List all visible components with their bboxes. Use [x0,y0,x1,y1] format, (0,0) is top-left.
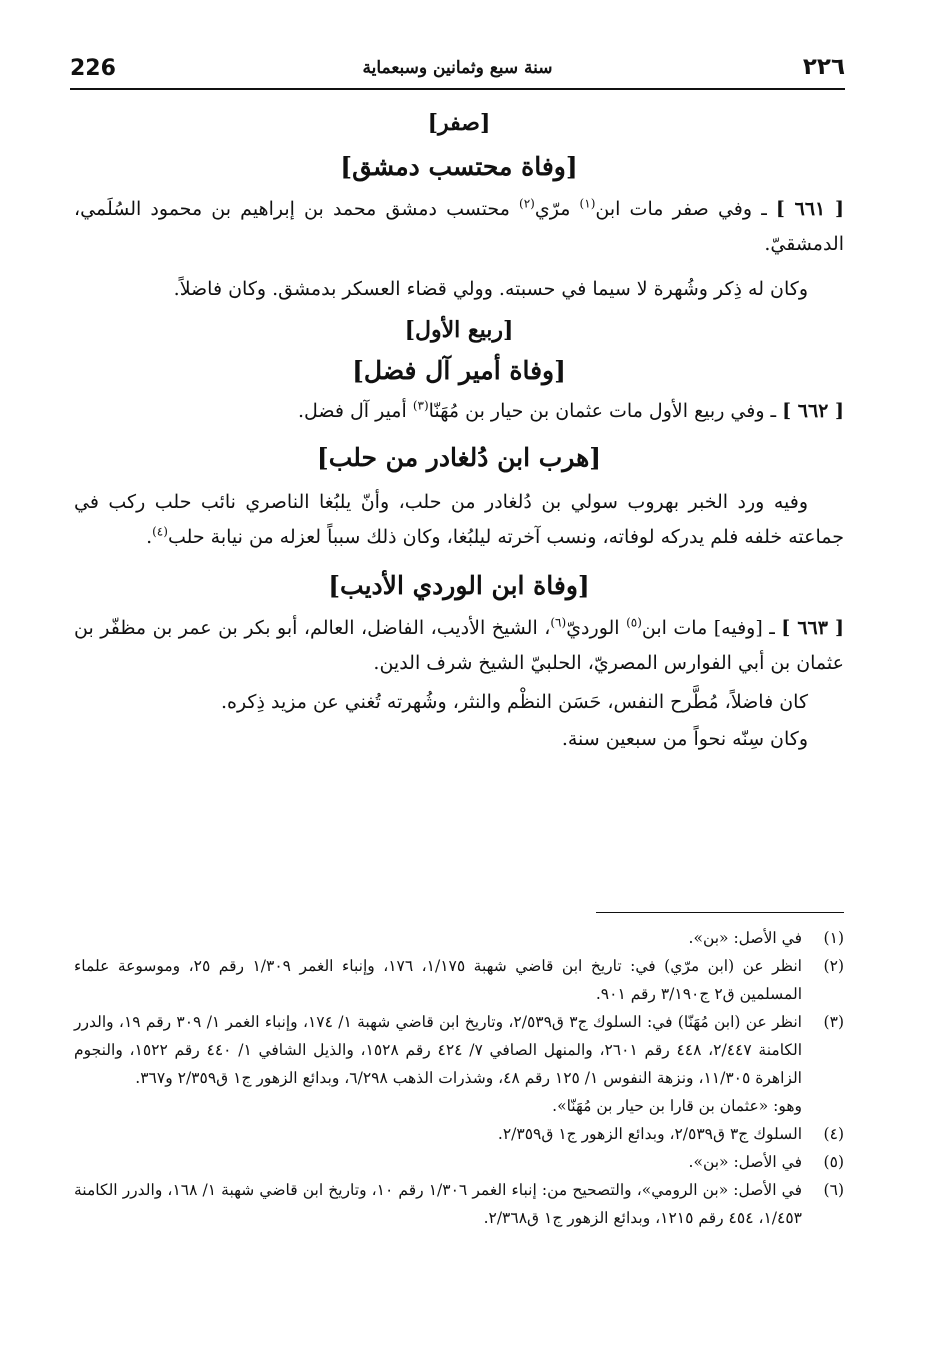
paragraph: كان فاضلاً، مُطَّرح النفس، حَسَن النظْم والنثر، وشُهرته تُغني عن مزيد ذِكره. [220,690,808,713]
footnote-text: السلوك ج٣ ق٢/٥٣٩، وبدائع الزهور ج١ ق٢/٣٥٩. [497,1125,802,1143]
footnote-ref: (٦) [550,615,567,630]
footnote-text: في الأصل: «بن». [688,929,802,947]
footnote-text: في الأصل: «بن». [688,1153,802,1171]
footnote-text: في الأصل: «بن الرومي»، والتصحيح من: إنباء الغمر ١/٣٠٦ رقم ١٠، وتاريخ ابن قاضي شهبة ١/ ١٦٨، والدرر الكامنة ١/٤٥٣، ٤٥٤ رقم ١٢١٥، وبدائع الزهور ج١ ق٢/٣٦٨. [74,1181,802,1227]
footnote-number: (٦) [823,1181,844,1199]
footnote [74,1176,844,1232]
section-heading-death-muhtasib: [وفاة محتسب دمشق] [340,152,578,182]
footnote [74,1148,844,1176]
main-text [74,106,844,757]
footnote-ref: (٤) [152,524,168,539]
running-title: سنة سبع وثمانين وسبعماية [362,58,553,78]
section-heading-safar: [صفر] [427,110,491,136]
footnotes [74,924,844,1232]
footnote-ref: (٣) [412,398,429,413]
entry-662: [ ٦٦٢ ] ـ وفي ربيع الأول مات عثمان بن حيار بن مُهَنّا$^{(٣)}$ أمير آل فضل. [297,398,844,422]
footnote-ref: (٥) [626,615,642,630]
page-number-latin: 226 [70,56,116,81]
section-heading-flight: [هرب ابن دُلغادر من حلب] [316,442,602,472]
footnote-number: (١) [823,929,844,947]
entry-663: [ ٦٦٣ ] ـ [وفيه] مات ابن$^{(٥)}$ الورديّ$^{(٦)}$، الشيخ الأديب، الفاضل، العالم، أبو بكر بن عمر بن مظفّر بن عثمان بن أبي الفوارس المصريّ، الحلبيّ الشيخ شرف الدين. [74,615,844,674]
footnote-number: (٤) [823,1125,844,1143]
footnote-text: انظر عن (ابن مُهَنّا) في: السلوك ج٣ ق٢/٥٣٩، وتاريخ ابن قاضي شهبة ١/ ١٧٤، وإنباء الغمر ١/ ٣٠٩ رقم ١٩، والدرر الكامنة ٢/٤٤٧، ٤٤٨ رقم ٢٦٠١، والمنهل الصافي ٧/ ٤٢٤ رقم ١٥٢٨، والذيل الشافي ١/ ٤٤٠ رقم ١٥٢٢، والنجوم الزاهرة ١١/٣٠٥، ونزهة النفوس ١/ ١٢٥ رقم ٤٨، وشذرات الذهب ٦/٢٩٨، وبدائع الزهور ج١ ق٢/٣٥٩ و٣٦٧. [74,1013,803,1087]
section-heading-rabi-awwal: [ربيع الأول] [404,317,514,344]
page-number-arabic: ٢٢٦ [802,54,845,80]
footnote-ref: (٢) [519,197,535,212]
entry-number: [ ٦٦٢ ] [782,399,844,422]
entry-661: [ ٦٦١ ] ـ وفي صفر مات ابن$^{(١)}$ مرّي$^{(٢)}$ محتسب دمشق محمد بن إبراهيم بن محمود السُلَمي، الدمشقيّ. [74,197,844,256]
footnote-number: (٣) [823,1013,844,1031]
footnote-number: (٢) [823,957,844,975]
footnote [74,952,844,1008]
section-heading-death-amir: [وفاة أمير آل فضل] [352,355,566,385]
footnote [74,1120,844,1148]
footnote [74,1008,844,1120]
running-header [70,48,845,92]
paragraph: وكان له ذِكر وشُهرة لا سيما في حسبته. وولي قضاء العسكر بدمشق. وكان فاضلاً. [173,278,808,301]
footnote [74,924,844,952]
footnote-ref: (١) [579,197,596,212]
paragraph: وفيه ورد الخبر بهروب سولي بن دُلغادر من حلب، وأنّ يلبُغا الناصري نائب حلب ركب في جماعته خلفه فلم يدركه لوفاته، ونسب آخرته ليلبُغا، وكان ذلك سبباً لعزله من نيابة حلب$^{(٤)}$. [74,490,844,548]
paragraph: وكان سِنّه نحواً من سبعين سنة. [561,727,808,750]
footnote-text: انظر عن (ابن مرّي) في: تاريخ ابن قاضي شهبة ١/١٧٥، ١٧٦، وإنباء الغمر ١/٣٠٩ رقم ٢٥، وموسوعة علماء المسلمين ق٢ ج٣/١٩٠ رقم ٩٠١. [74,957,802,1003]
entry-number: [ ٦٦١ ] [775,198,844,221]
footnote-number: (٥) [823,1153,844,1171]
footnote-extra: وهو: «عثمان بن قارا بن حيار بن مُهَنّا». [552,1097,802,1115]
entry-number: [ ٦٦٣ ] [781,616,844,639]
footnote-rule [596,912,844,913]
header-rule [70,88,845,90]
section-heading-death-wardi: [وفاة ابن الوردي الأديب] [328,570,590,600]
